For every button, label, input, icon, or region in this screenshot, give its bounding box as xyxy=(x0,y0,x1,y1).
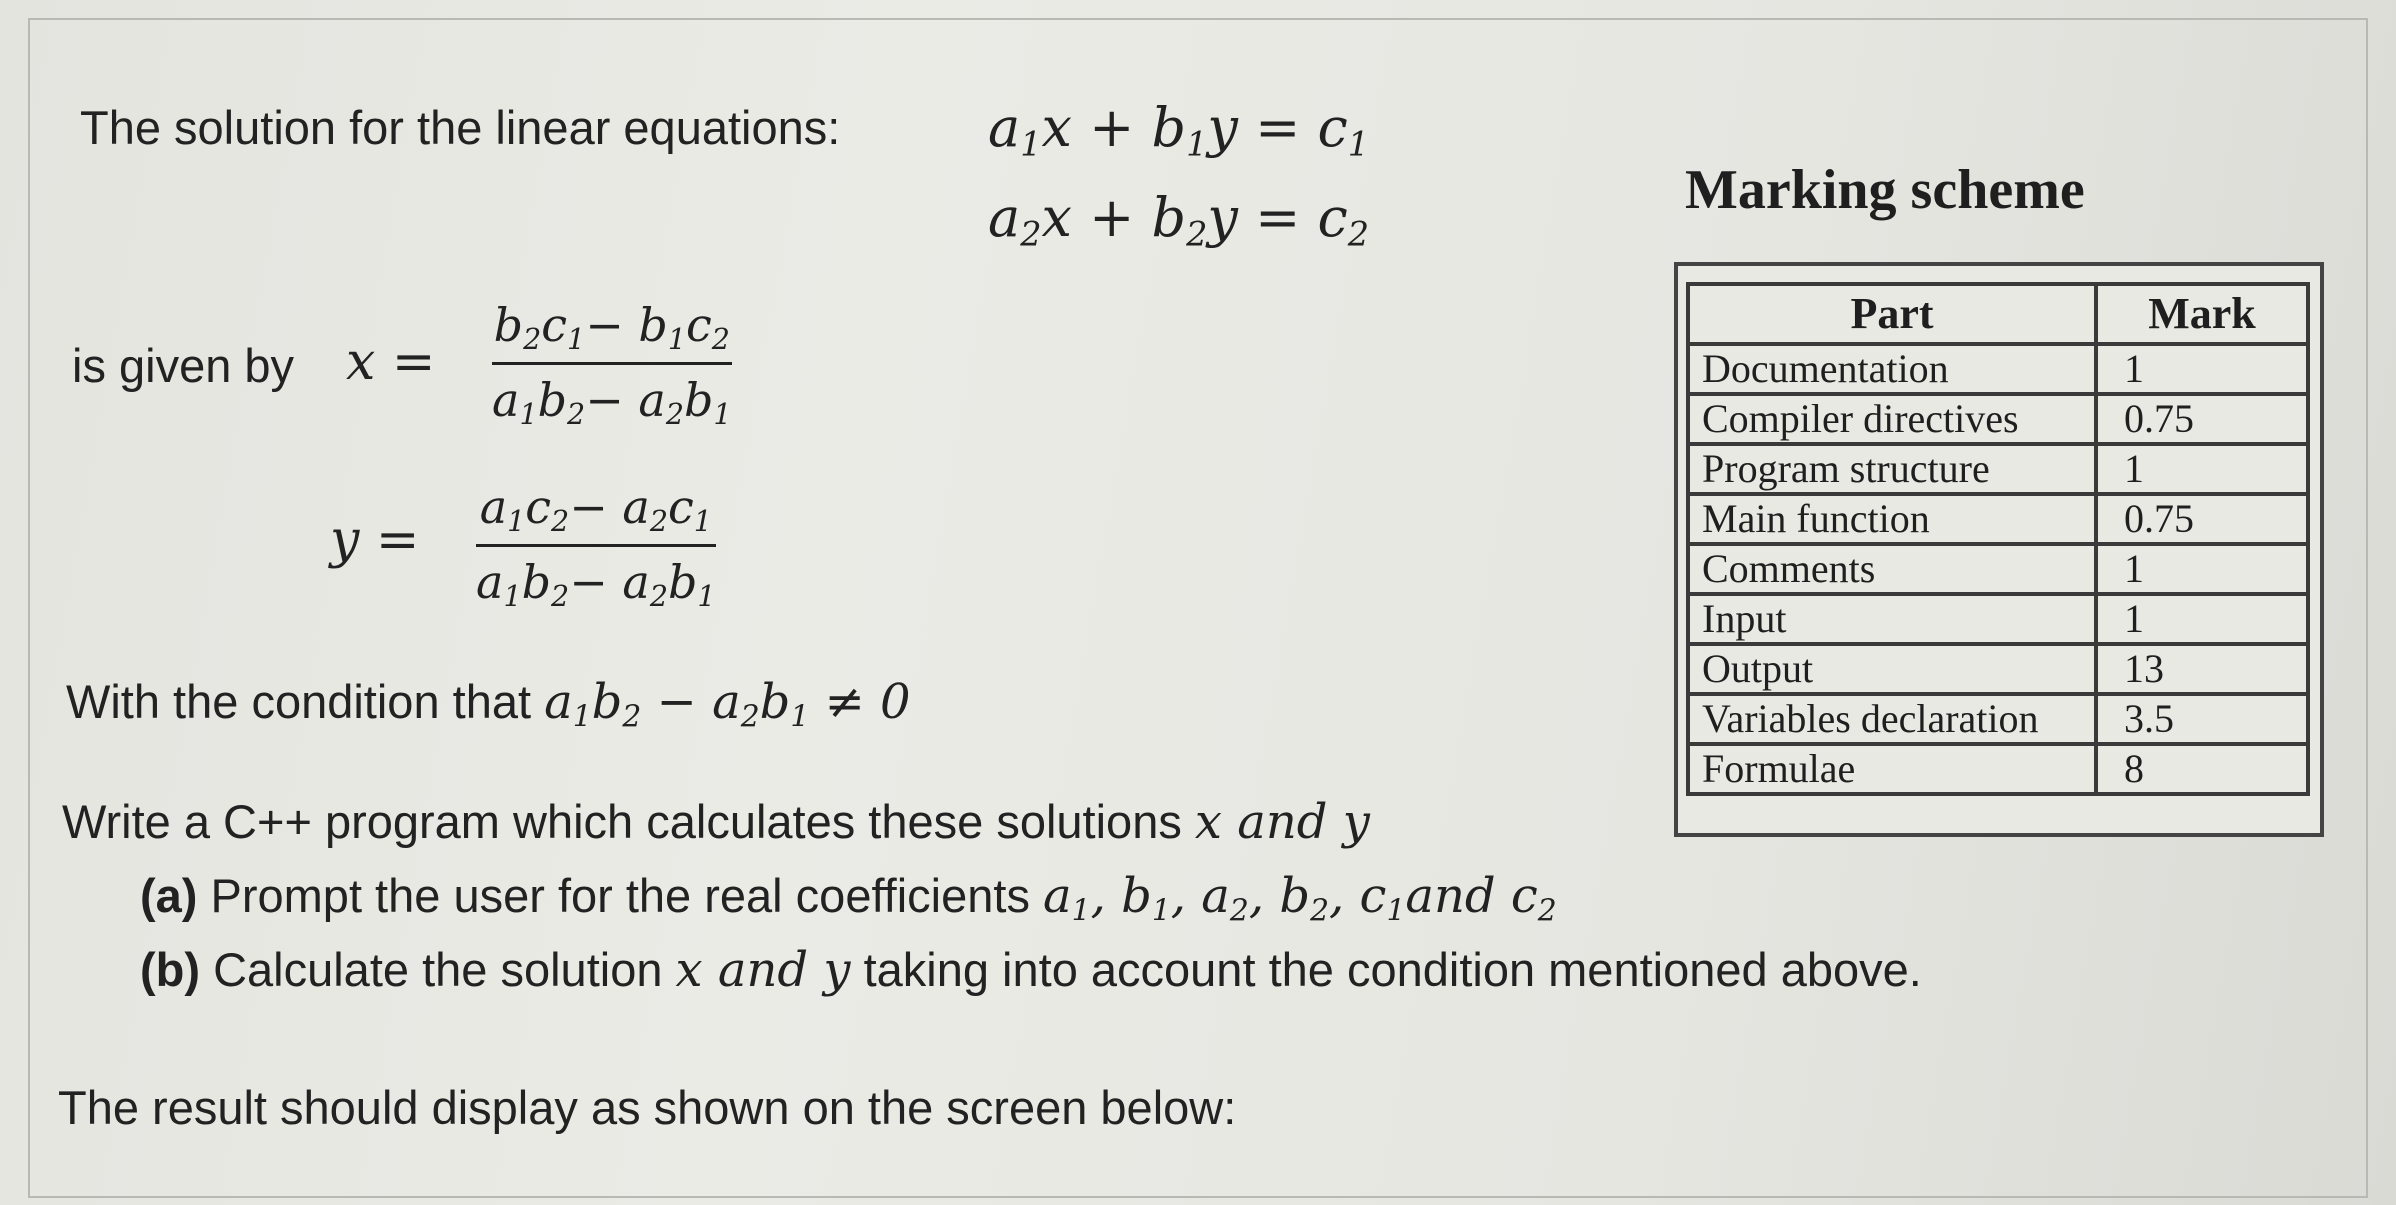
x-lhs: x = xyxy=(346,332,436,392)
result-instruction: The result should display as shown on the screen below: xyxy=(58,1081,1237,1134)
part-b-label: (b) xyxy=(140,943,201,996)
row-mark: 3.5 xyxy=(2096,694,2308,744)
part-a-text: Prompt the user for the real coefficients xyxy=(210,869,1030,922)
row-mark: 1 xyxy=(2096,544,2308,594)
part-b-text-1: Calculate the solution xyxy=(213,943,663,996)
row-part: Variables declaration xyxy=(1688,694,2096,744)
part-b-text-2: taking into account the condition mentioned above. xyxy=(863,943,1922,996)
row-part: Input xyxy=(1688,594,2096,644)
row-mark: 0.75 xyxy=(2096,494,2308,544)
row-mark: 0.75 xyxy=(2096,394,2308,444)
part-b-vars: x and y xyxy=(675,942,851,998)
header-mark: Mark xyxy=(2096,284,2308,344)
x-numerator: $b_2c_1- b_1c_2$ xyxy=(493,298,730,356)
table-row xyxy=(1688,544,2308,594)
marking-scheme-title: Marking scheme xyxy=(1685,159,2085,221)
intro-text: The solution for the linear equations: xyxy=(80,101,841,154)
table-row xyxy=(1688,494,2308,544)
part-a-math: $a_1$, $b_1$, $a_2$, $b_2$, $c_1and$ $c_2$ xyxy=(1043,868,1557,929)
equation-2: $a_2x + b_2y = c_2$ xyxy=(988,186,1370,254)
task-intro-line xyxy=(62,794,1370,850)
row-mark: 1 xyxy=(2096,594,2308,644)
y-fraction xyxy=(476,480,716,613)
row-mark: 13 xyxy=(2096,644,2308,694)
row-part: Compiler directives xyxy=(1688,394,2096,444)
y-denominator: $a_1b_2- a_2b_1$ xyxy=(476,554,716,613)
table-row xyxy=(1688,344,2308,394)
x-denominator: $a_1b_2- a_2b_1$ xyxy=(492,372,732,431)
given-by-label: is given by xyxy=(72,339,295,392)
row-part: Formulae xyxy=(1688,744,2096,794)
table-row xyxy=(1688,644,2308,694)
x-fraction xyxy=(492,298,732,431)
row-part: Output xyxy=(1688,644,2096,694)
row-mark: 8 xyxy=(2096,744,2308,794)
condition-line xyxy=(66,674,911,734)
table-row xyxy=(1688,394,2308,444)
row-mark: 1 xyxy=(2096,344,2308,394)
y-fraction-bar xyxy=(476,544,716,547)
table-header-row xyxy=(1688,284,2308,344)
x-fraction-bar xyxy=(492,362,732,365)
table-row xyxy=(1688,594,2308,644)
table-row xyxy=(1688,744,2308,794)
row-part: Main function xyxy=(1688,494,2096,544)
task-vars: x and y xyxy=(1194,794,1370,850)
part-a-label: (a) xyxy=(140,869,198,922)
task-part-b xyxy=(140,942,1922,998)
equation-1: $a_1x + b_1y = c_1$ xyxy=(988,96,1370,164)
marking-table xyxy=(1686,282,2310,796)
table-row xyxy=(1688,444,2308,494)
table-row xyxy=(1688,694,2308,744)
row-part: Program structure xyxy=(1688,444,2096,494)
row-mark: 1 xyxy=(2096,444,2308,494)
task-intro: Write a C++ program which calculates these solutions xyxy=(62,795,1182,848)
y-numerator: $a_1c_2- a_2c_1$ xyxy=(479,480,712,538)
row-part: Comments xyxy=(1688,544,2096,594)
y-lhs: y = xyxy=(330,510,420,570)
header-part: Part xyxy=(1688,284,2096,344)
row-part: Documentation xyxy=(1688,344,2096,394)
condition-text: With the condition that xyxy=(66,675,532,728)
condition-math: $a_1b_2 - a_2b_1 \ne 0$ xyxy=(544,674,911,735)
task-part-a xyxy=(140,868,1557,928)
